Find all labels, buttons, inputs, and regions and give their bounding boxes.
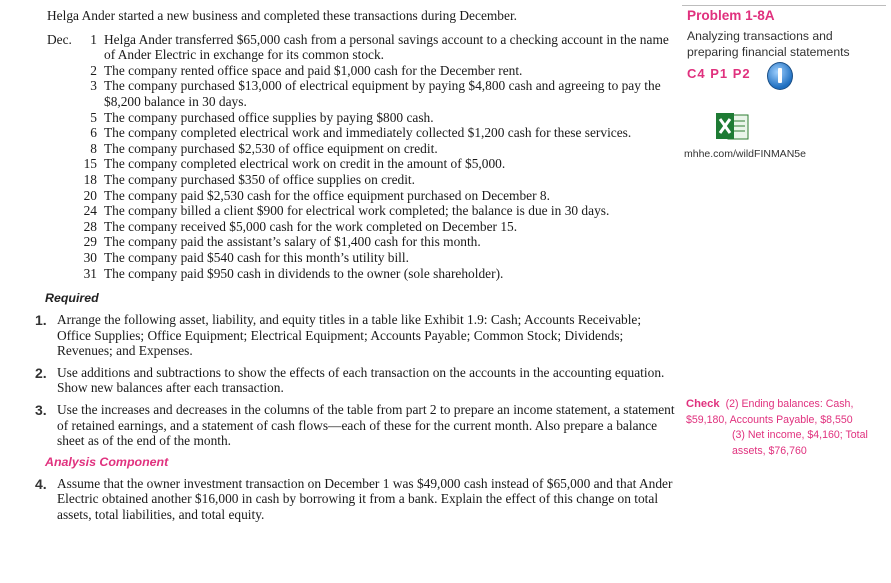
check-line-2: (3) Net income, $4,160; Total assets, $76,760 — [732, 429, 868, 457]
transaction-month — [47, 141, 75, 157]
transaction-text: The company received $5,000 cash for the work completed on December 15. — [104, 218, 518, 234]
transaction-text: The company purchased office supplies by paying $800 cash. — [104, 109, 434, 125]
required-heading: Required — [45, 291, 99, 306]
transaction-day: 5 — [90, 109, 97, 125]
excel-icon[interactable] — [714, 112, 750, 142]
transaction-month — [47, 219, 75, 235]
transaction-day: 6 — [90, 125, 97, 141]
transaction-month — [47, 110, 75, 126]
transaction-row — [47, 188, 675, 204]
transaction-day: 2 — [90, 62, 97, 78]
transaction-day: 20 — [83, 187, 97, 203]
transaction-month — [47, 172, 75, 188]
transaction-row — [47, 78, 675, 109]
transaction-day: 30 — [83, 249, 97, 265]
transaction-row — [47, 156, 675, 172]
required-text: Arrange the following asset, liability, and equity titles in a table like Exhibit 1.9: Cash; Accounts Receivable; Office Supplies; Office Equipment; Electrical Equipment; Accounts Payable; Common Stock; Dividends; Revenues; and Expenses. — [57, 312, 642, 359]
analysis-number: 4. — [35, 475, 47, 492]
analysis-heading: Analysis Component — [45, 454, 169, 469]
transaction-day: 1 — [90, 31, 97, 47]
transaction-month — [47, 156, 75, 172]
problem-subtitle: Analyzing transactions and preparing financial statements — [687, 29, 850, 59]
transaction-text: The company purchased $13,000 of electrical equipment by paying $4,800 cash and agreeing to pay the $8,200 balance in 30 days. — [104, 78, 661, 109]
transaction-month — [47, 78, 75, 109]
transaction-text: The company billed a client $900 for electrical work completed; the balance is due in 30 days. — [104, 203, 610, 219]
required-text: Use the increases and decreases in the columns of the table from part 2 to prepare an income statement, a statement of retained earnings, and a statement of cash flows—each of these for the current month. Also prepare a balance sheet as of the end of the month. — [57, 402, 675, 449]
transaction-row — [47, 266, 675, 282]
transaction-text: The company paid the assistant’s salary of $1,400 cash for this month. — [104, 234, 481, 250]
required-number: 2. — [35, 364, 47, 381]
transaction-row — [47, 219, 675, 235]
transaction-row — [47, 234, 675, 250]
learning-objectives: C4 P1 P2 — [687, 66, 751, 81]
problem-body — [35, 8, 675, 529]
website-link[interactable]: mhhe.com/wildFINMAN5e — [684, 148, 806, 160]
check-label: Check — [686, 398, 720, 410]
transaction-day: 18 — [83, 171, 97, 187]
transaction-text: The company rented office space and paid $1,000 cash for the December rent. — [104, 62, 523, 78]
required-item — [35, 402, 675, 449]
transaction-text: The company purchased $350 of office supplies on credit. — [104, 171, 415, 187]
transaction-month — [47, 125, 75, 141]
required-item — [35, 364, 675, 396]
transaction-text: The company paid $540 cash for this month’s utility bill. — [104, 249, 409, 265]
intro-text: Helga Ander started a new business and completed these transactions during December. — [47, 8, 518, 23]
transaction-month — [47, 234, 75, 250]
transaction-list — [47, 32, 675, 282]
required-list — [35, 312, 675, 449]
transaction-text: The company paid $2,530 cash for the office equipment purchased on December 8. — [104, 187, 550, 203]
transaction-row — [47, 141, 675, 157]
transaction-month — [47, 203, 75, 219]
transaction-row — [47, 63, 675, 79]
transaction-month — [47, 250, 75, 266]
required-number: 3. — [35, 402, 47, 419]
transaction-row — [47, 172, 675, 188]
check-line-1: (2) Ending balances: Cash, $59,180, Accounts Payable, $8,550 — [686, 398, 854, 426]
info-icon[interactable] — [767, 62, 793, 90]
transaction-day: 3 — [90, 78, 97, 94]
transaction-month — [47, 188, 75, 204]
transaction-text: The company purchased $2,530 of office equipment on credit. — [104, 140, 438, 156]
transaction-row — [47, 125, 675, 141]
transaction-day: 31 — [83, 265, 97, 281]
required-item — [35, 312, 675, 359]
transaction-day: 15 — [83, 156, 97, 172]
transaction-day: 29 — [83, 234, 97, 250]
transaction-text: The company paid $950 cash in dividends to the owner (sole shareholder). — [104, 265, 504, 281]
transaction-row — [47, 32, 675, 63]
sidebar-divider — [682, 5, 886, 6]
transaction-text: The company completed electrical work and immediately collected $1,200 cash for these services. — [104, 125, 632, 141]
check-figures — [686, 397, 888, 459]
transaction-month: Dec. — [47, 31, 72, 47]
transaction-month — [47, 63, 75, 79]
transaction-day: 28 — [83, 218, 97, 234]
transaction-text: The company completed electrical work on credit in the amount of $5,000. — [104, 156, 506, 172]
problem-title: Problem 1-8A — [687, 8, 775, 23]
transaction-day: 8 — [90, 140, 97, 156]
transaction-row — [47, 250, 675, 266]
transaction-text: Helga Ander transferred $65,000 cash from a personal savings account to a checking account in the name of Ander Electric in exchange for its common stock. — [104, 31, 669, 63]
required-number: 1. — [35, 312, 47, 329]
required-text: Use additions and subtractions to show the effects of each transaction on the accounts in the accounting equation. Show new balances after each transaction. — [57, 364, 665, 396]
transaction-row — [47, 203, 675, 219]
transaction-month — [47, 266, 75, 282]
transaction-day: 24 — [83, 203, 97, 219]
analysis-item — [35, 475, 675, 523]
analysis-text: Assume that the owner investment transaction on December 1 was $49,000 cash instead of $65,000 and that Ander Electric obtained another $16,000 in cash by borrowing it from a bank. Explain the effect of this change on total assets, total liabilities, and total equity. — [57, 475, 673, 523]
transaction-row — [47, 110, 675, 126]
